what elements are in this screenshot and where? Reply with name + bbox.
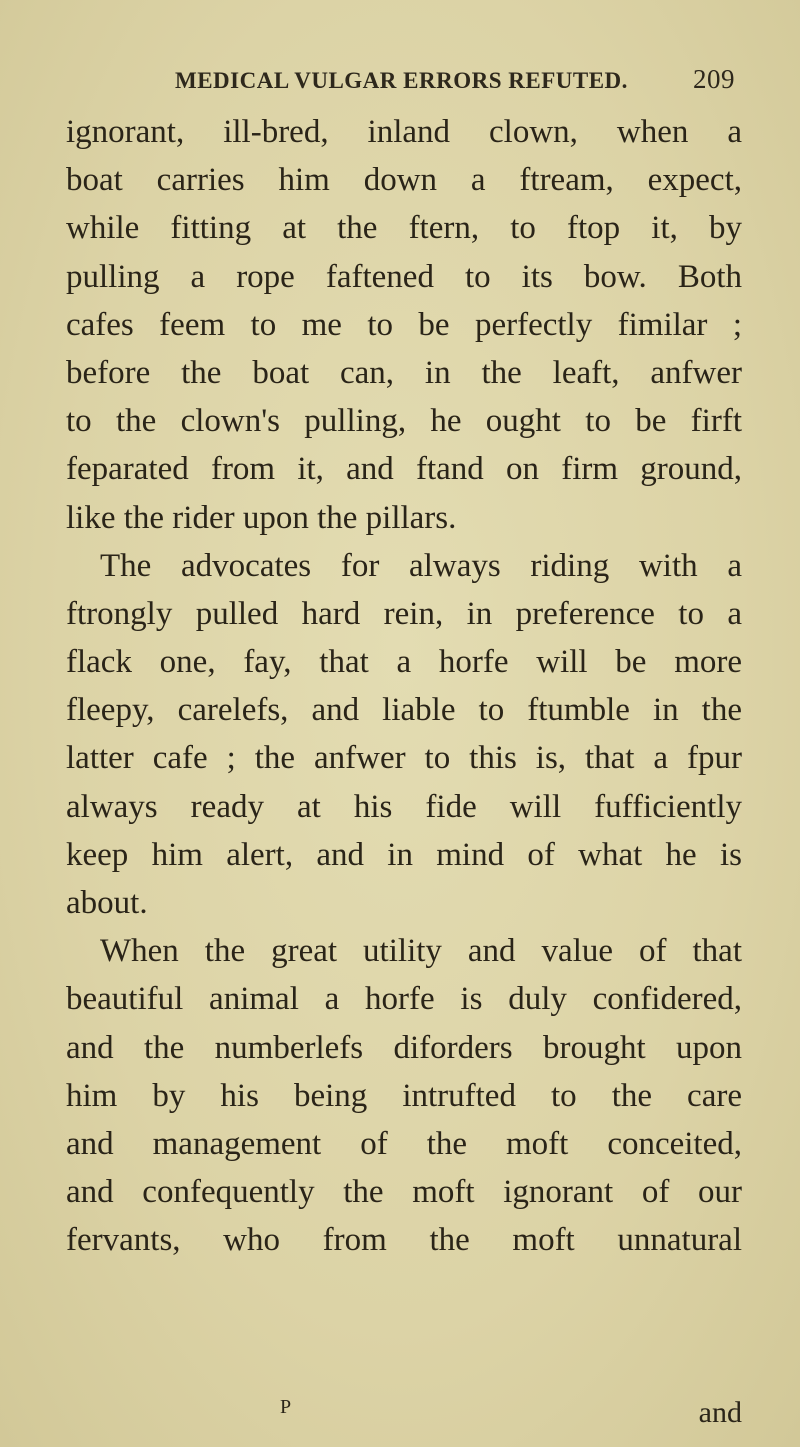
text-line: while fitting at the ftern, to ftop it, by xyxy=(66,210,742,247)
text-line: and the numberlefs diforders brought upon xyxy=(66,1029,742,1066)
text-line: The advocates for always riding with a xyxy=(100,547,742,584)
signature-mark: P xyxy=(280,1396,292,1418)
text-line: always ready at his fide will fufficiently xyxy=(66,788,742,825)
text-line: beautiful animal a horfe is duly confidered, xyxy=(66,981,742,1018)
text-line: cafes feem to me to be perfectly fimilar ; xyxy=(66,306,742,343)
text-line: and management of the moft conceited, xyxy=(66,1125,742,1162)
text-line: flack one, fay, that a horfe will be more xyxy=(66,644,742,681)
page-footer xyxy=(66,1396,742,1444)
text-line: keep him alert, and in mind of what he is xyxy=(66,836,742,873)
text-line: to the clown's pulling, he ought to be firft xyxy=(66,403,742,440)
text-line: boat carries him down a ftream, expect, xyxy=(66,162,742,199)
text-line: pulling a rope faftened to its bow. Both xyxy=(66,258,742,295)
running-title: MEDICAL VULGAR ERRORS REFUTED. xyxy=(175,68,628,93)
text-line: like the rider upon the pillars. xyxy=(66,499,457,536)
page-number: 209 xyxy=(693,64,735,94)
text-line: ignorant, ill-bred, inland clown, when a xyxy=(66,114,742,150)
text-line: before the boat can, in the leaft, anfwer xyxy=(66,354,742,391)
text-line: and confequently the moft ignorant of our xyxy=(66,1174,742,1211)
text-line: ftrongly pulled hard rein, in preference to a xyxy=(66,595,742,632)
text-line: about. xyxy=(66,885,148,921)
text-line: fervants, who from the moft unnatural xyxy=(66,1222,742,1259)
text-line: fleepy, carelefs, and liable to ftumble in the xyxy=(66,692,742,729)
text-line: latter cafe ; the anfwer to this is, that a fpur xyxy=(66,740,742,777)
catchword: and xyxy=(698,1396,742,1429)
text-line: him by his being intrufted to the care xyxy=(66,1077,742,1114)
text-line: feparated from it, and ftand on firm ground, xyxy=(66,451,742,488)
body-text xyxy=(66,108,742,1265)
running-head xyxy=(175,60,735,100)
text-line: When the great utility and value of that xyxy=(100,933,742,970)
